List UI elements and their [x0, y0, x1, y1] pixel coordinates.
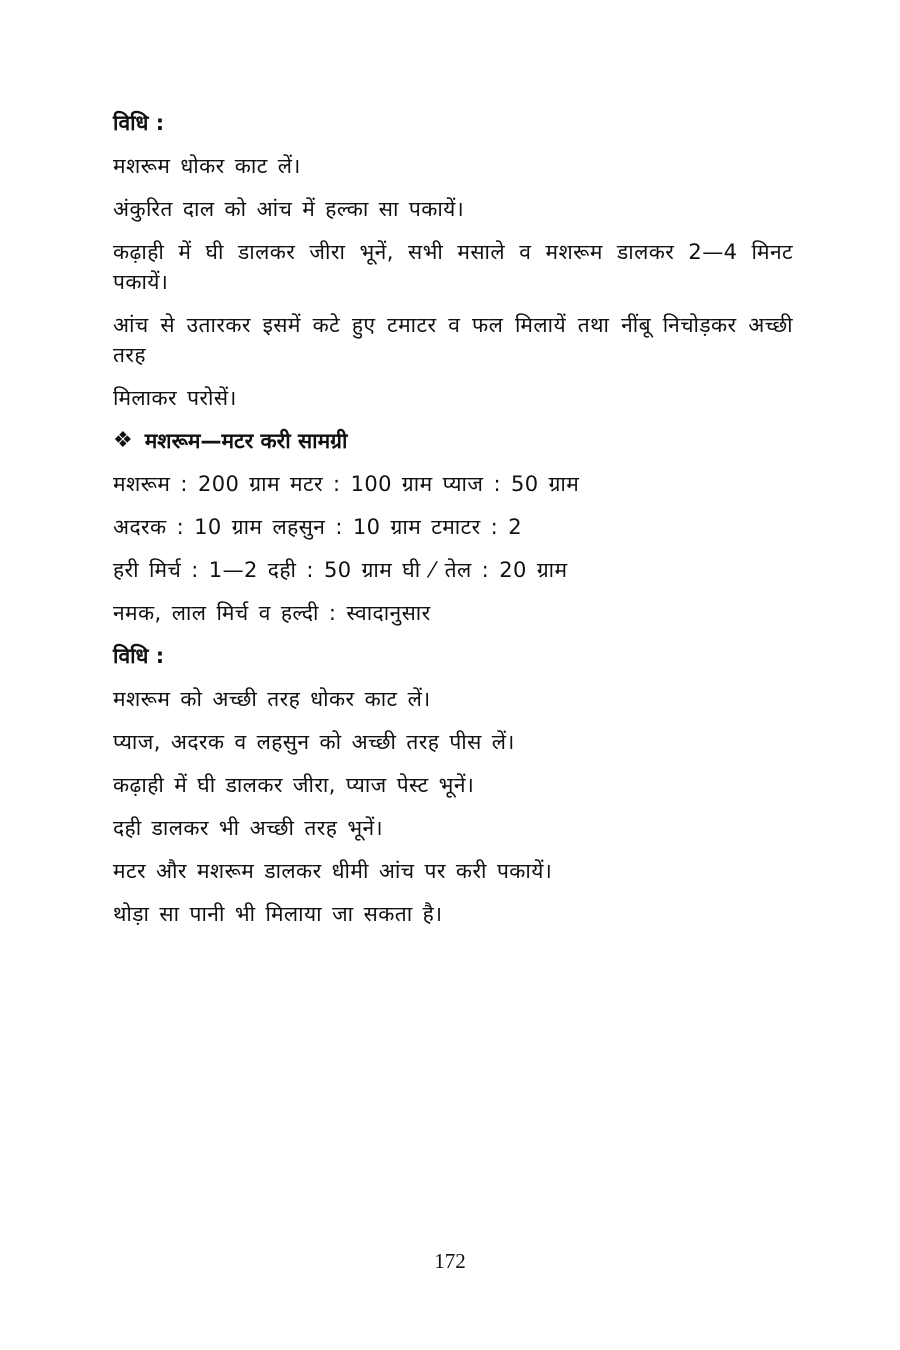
ingredient-line: अदरक : 10 ग्राम लहसुन : 10 ग्राम टमाटर : 2 [113, 515, 522, 539]
method-step: प्याज, अदरक व लहसुन को अच्छी तरह पीस लें। [113, 730, 515, 754]
method-step: कढ़ाही में घी डालकर जीरा भूनें, सभी मसाले व मशरूम डालकर 2—4 मिनट पकायें। [113, 240, 793, 294]
ingredient-line: हरी मिर्च : 1—2 दही : 50 ग्राम घी ⁄ तेल : 20 ग्राम [113, 558, 568, 582]
recipe-title-text: मशरूम—मटर करी सामग्री [144, 429, 348, 453]
method-step: मिलाकर परोसें। [113, 386, 237, 410]
method-step: आंच से उतारकर इसमें कटे हुए टमाटर व फल मिलायें तथा नींबू निचोड़कर अच्छी तरह [113, 313, 793, 367]
page-number: 172 [434, 1249, 466, 1273]
method-heading: विधि : [113, 111, 165, 135]
ingredient-line: मशरूम : 200 ग्राम मटर : 100 ग्राम प्याज : 50 ग्राम [113, 472, 580, 496]
diamond-bullet-icon: ❖ [113, 428, 133, 453]
method-step: मशरूम धोकर काट लें। [113, 154, 301, 178]
method-step: दही डालकर भी अच्छी तरह भूनें। [113, 816, 383, 840]
method-step: थोड़ा सा पानी भी मिलाया जा सकता है। [113, 902, 443, 926]
method-step: अंकुरित दाल को आंच में हल्का सा पकायें। [113, 197, 465, 221]
recipe-title [113, 426, 793, 456]
method-step: कढ़ाही में घी डालकर जीरा, प्याज पेस्ट भूनें। [113, 773, 475, 797]
ingredient-line: नमक, लाल मिर्च व हल्दी : स्वादानुसार [113, 601, 431, 625]
method-step: मशरूम को अच्छी तरह धोकर काट लें। [113, 687, 431, 711]
method-heading: विधि : [113, 644, 165, 668]
document-page [113, 108, 793, 942]
method-step: मटर और मशरूम डालकर धीमी आंच पर करी पकायें। [113, 859, 553, 883]
